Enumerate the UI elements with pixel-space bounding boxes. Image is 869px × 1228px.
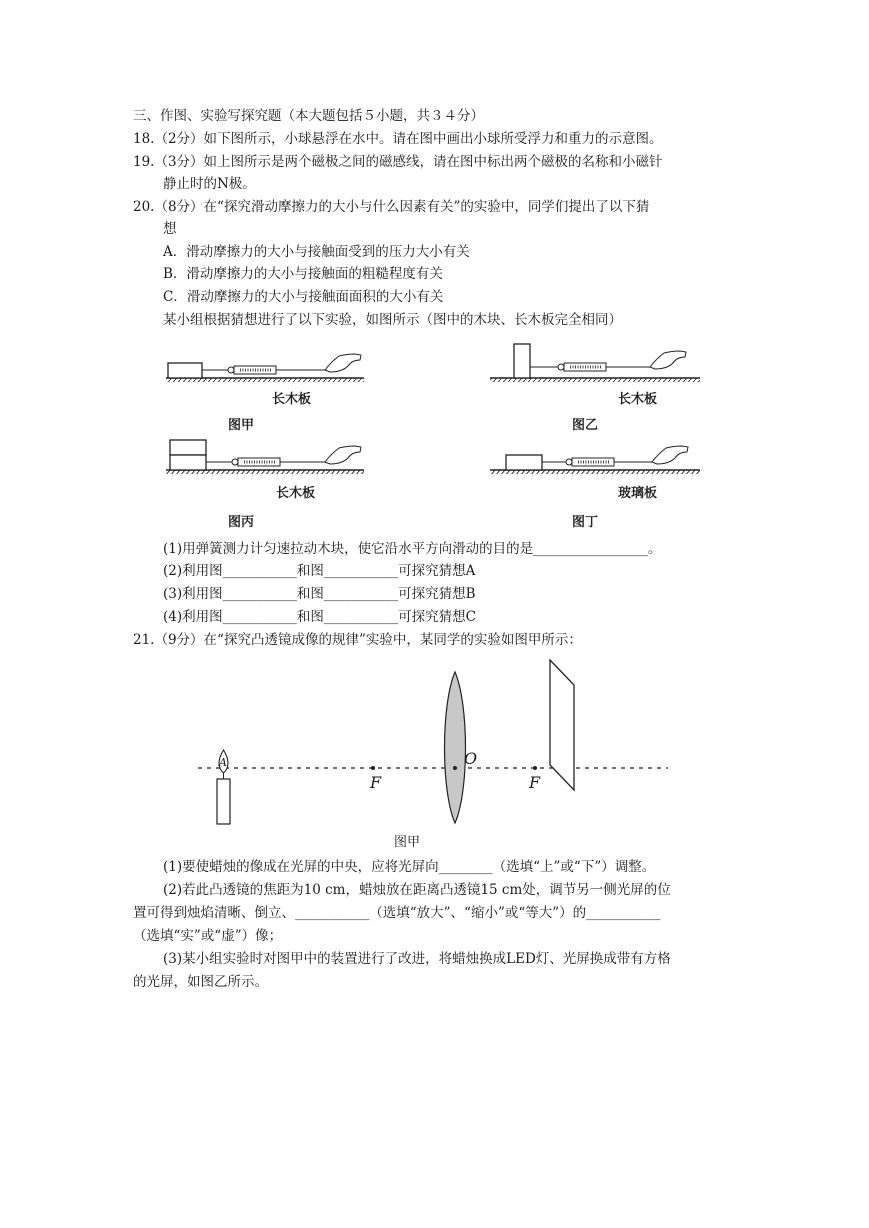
option-a: A．滑动摩擦力的大小与接触面受到的压力大小有关	[163, 244, 470, 260]
figure-ding-caption: 图丁	[572, 515, 599, 530]
question-21-sub3-line1: (3)某小组实验时对图甲中的装置进行了改进，将蜡烛换成LED灯、光屏换成带有方格	[163, 951, 671, 967]
question-21-sub3-line2: 的光屏，如图乙所示。	[133, 974, 268, 990]
question-18: 18.（2分）如下图所示，小球悬浮在水中。请在图中画出小球所受浮力和重力的示意图。	[133, 131, 663, 147]
figure-ding-drawing	[490, 446, 700, 474]
question-19-line1: 19.（3分）如上图所示是两个磁极之间的磁感线，请在图中标出两个磁极的名称和小磁针	[133, 154, 663, 170]
question-20-sub3: (3)利用图___________和图___________可探究猜想B	[163, 586, 476, 602]
section-title: 三、作图、实验写探究题（本大题包括５小题，共３４分）	[133, 108, 484, 124]
question-20-line2: 想	[163, 221, 177, 237]
option-c: C．滑动摩擦力的大小与接触面面积的大小有关	[163, 289, 444, 305]
figure-jia-caption: 图甲	[228, 418, 255, 433]
figure-jia-board-label: 长木板	[272, 392, 312, 407]
figure-yi-board-label: 长木板	[618, 392, 658, 407]
figure-bing-caption: 图丙	[228, 515, 255, 530]
lens-figure	[198, 655, 673, 860]
friction-figure	[160, 338, 705, 530]
lens-figure-caption: 图甲	[394, 835, 421, 850]
figure-yi-drawing	[490, 344, 700, 382]
option-b: B．滑动摩擦力的大小与接触面的粗糙程度有关	[163, 266, 443, 282]
question-20-setup: 某小组根据猜想进行了以下实验，如图所示（图中的木块、长木板完全相同）	[163, 312, 622, 328]
focal-point-left-label: F	[370, 773, 382, 792]
question-19-line2: 静止时的N极。	[163, 176, 256, 192]
question-21-sub2-line2: 置可得到烛焰清晰、倒立、___________（选填“放大”、“缩小”或“等大”）的___________	[133, 905, 661, 921]
lens-figure-svg	[198, 655, 673, 830]
candle-label-a: A	[219, 756, 227, 769]
question-20-line1: 20.（8分）在“探究滑动摩擦力的大小与什么因素有关”的实验中，同学们提出了以下猜	[133, 199, 650, 215]
question-21: 21.（9分）在“探究凸透镜成像的规律”实验中，某同学的实验如图甲所示：	[133, 632, 582, 648]
figure-yi-caption: 图乙	[572, 418, 599, 433]
figure-bing-drawing	[166, 440, 364, 474]
question-20-sub2: (2)利用图___________和图___________可探究猜想A	[163, 563, 476, 579]
question-21-sub1: (1)要使蜡烛的像成在光屏的中央，应将光屏向________（选填“上”或“下”）调整。	[163, 859, 656, 875]
question-21-sub2-line1: (2)若此凸透镜的焦距为10 cm，蜡烛放在距离凸透镜15 cm处，调节另一侧光屏的位	[163, 882, 671, 898]
figure-jia-drawing	[166, 354, 364, 382]
question-21-sub2-line3: （选填“实”或“虚”）像；	[133, 928, 283, 944]
optical-center-label: O	[464, 749, 478, 768]
question-20-sub4: (4)利用图___________和图___________可探究猜想C	[163, 609, 476, 625]
friction-figure-svg	[160, 338, 705, 530]
focal-point-right-label: F	[529, 773, 541, 792]
figure-ding-board-label: 玻璃板	[618, 486, 658, 501]
figure-bing-board-label: 长木板	[276, 486, 316, 501]
question-20-sub1: (1)用弹簧测力计匀速拉动木块，使它沿水平方向滑动的目的是_________________。	[163, 541, 662, 557]
